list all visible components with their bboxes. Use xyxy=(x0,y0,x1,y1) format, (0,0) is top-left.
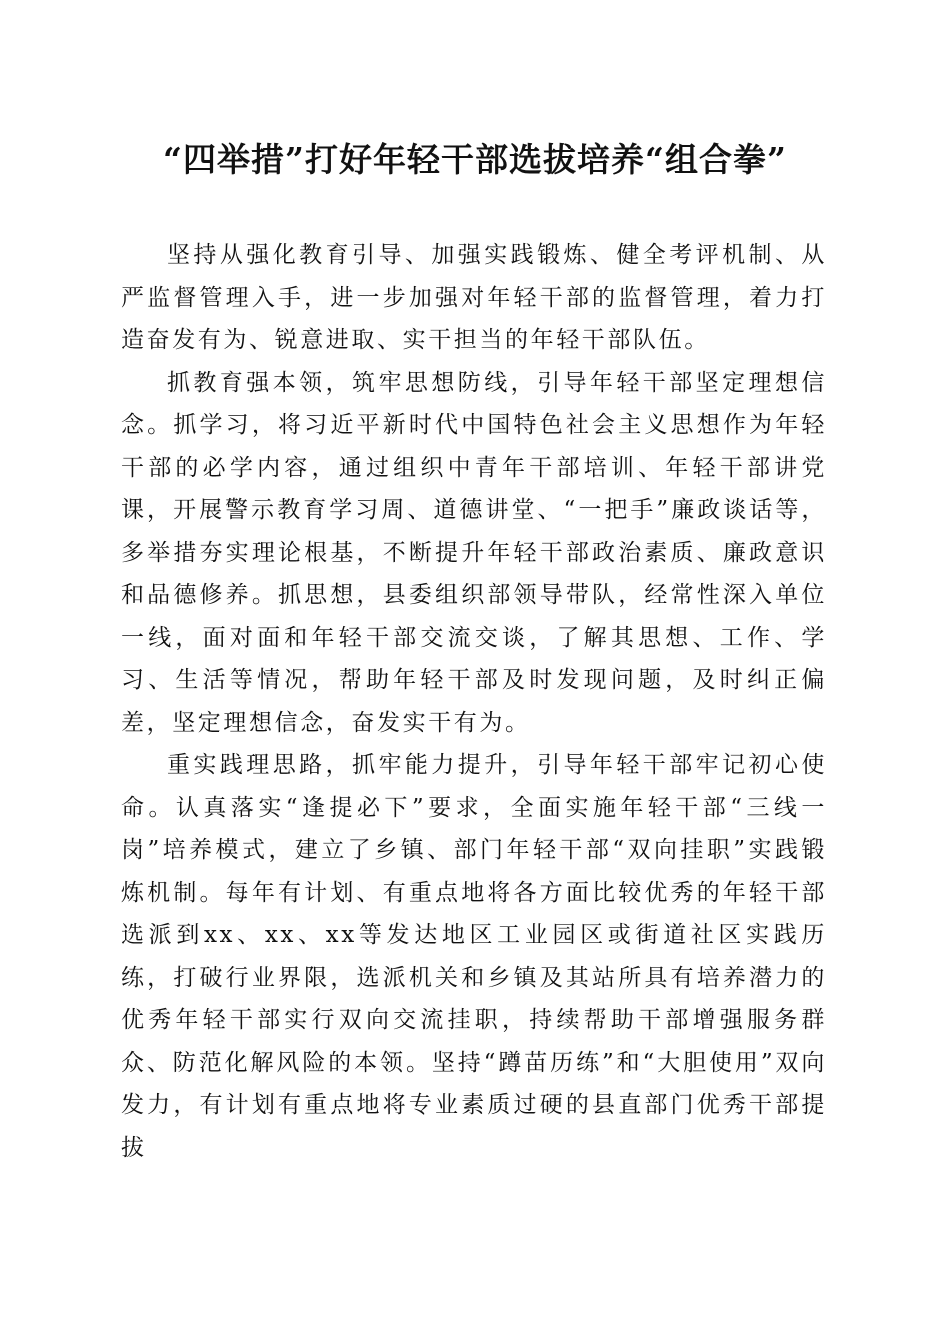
paragraph-education: 抓教育强本领，筑牢思想防线，引导年轻干部坚定理想信念。抓学习，将习近平新时代中国特色社会主义思想作为年轻干部的必学内容，通过组织中青年干部培训、年轻干部讲党课，开展警示教育学习周、道德讲堂、“一把手”廉政谈话等，多举措夯实理论根基，不断提升年轻干部政治素质、廉政意识和品德修养。抓思想，县委组织部领导带队，经常性深入单位一线，面对面和年轻干部交流交谈，了解其思想、工作、学习、生活等情况，帮助年轻干部及时发现问题，及时纠正偏差，坚定理想信念，奋发实干有为。 xyxy=(121,369,827,736)
document-body xyxy=(121,234,827,1169)
document-title: “四举措”打好年轻干部选拔培养“组合拳” xyxy=(163,140,787,179)
paragraph-intro: 坚持从强化教育引导、加强实践锻炼、健全考评机制、从严监督管理入手，进一步加强对年轻干部的监督管理，着力打造奋发有为、锐意进取、实干担当的年轻干部队伍。 xyxy=(121,242,827,353)
paragraph-practice: 重实践理思路，抓牢能力提升，引导年轻干部牢记初心使命。认真落实“逢提必下”要求，全面实施年轻干部“三线一岗”培养模式，建立了乡镇、部门年轻干部“双向挂职”实践锻炼机制。每年有计划、有重点地将各方面比较优秀的年轻干部选派到xx、xx、xx等发达地区工业园区或街道社区实践历练，打破行业界限，选派机关和乡镇及其站所具有培养潜力的优秀年轻干部实行双向交流挂职，持续帮助干部增强服务群众、防范化解风险的本领。坚持“蹲苗历练”和“大胆使用”双向发力，有计划有重点地将专业素质过硬的县直部门优秀干部提拔 xyxy=(121,752,827,1161)
